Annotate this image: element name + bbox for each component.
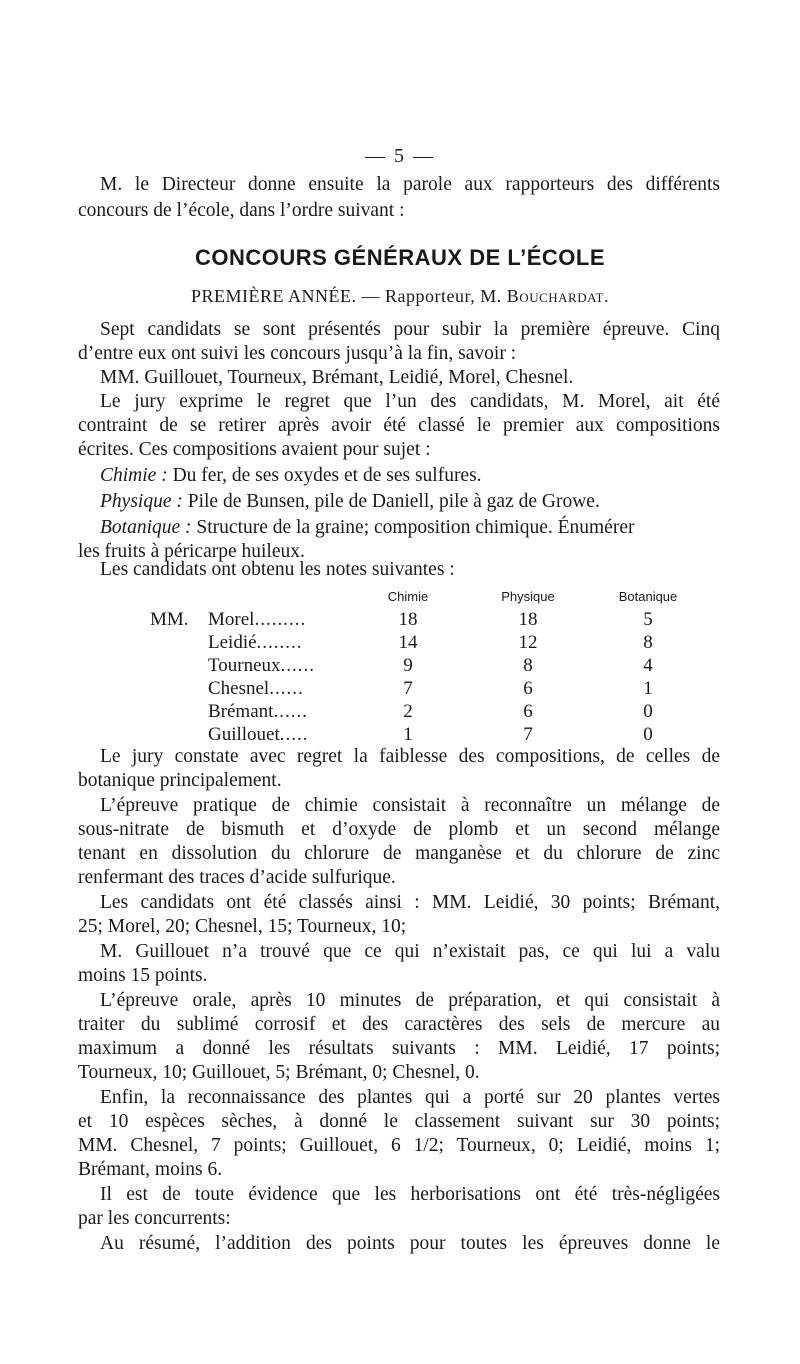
score-physique: 6 [523,678,533,699]
column-header-chimie: Chimie [387,588,429,604]
table-row [150,654,708,677]
table-row [150,677,708,700]
paragraph-line: écrites. Ces compositions avaient pour sujet : [78,439,431,460]
row-prefix: MM. [150,609,189,630]
paragraph-line: tenant en dissolution du chlorure de manganèse et du chlorure de zinc [78,843,720,864]
subject-physique [100,490,720,514]
subject-text: Structure de la graine; composition chimique. Énumérer [191,517,635,538]
paragraph-line: M. Guillouet n’a trouvé que ce qui n’existait pas, ce qui lui a valu [100,941,720,962]
subsection-heading [0,284,800,308]
column-header-botanique: Botanique [618,588,678,604]
paragraph-line: L’épreuve pratique de chimie consistait à reconnaître un mélange de [100,795,720,816]
paragraph-line: Il est de toute évidence que les herborisations ont été très-négligées [100,1184,720,1205]
score-botanique: 0 [643,701,653,722]
grades-table [150,584,708,746]
score-chimie: 14 [398,632,418,653]
heading-separator: — [361,286,381,306]
subject-label: Chimie : [100,465,168,486]
score-chimie: 1 [403,724,413,745]
paragraph-line: Brémant, moins 6. [78,1159,223,1180]
table-intro: Les candidats ont obtenu les notes suivantes : [100,559,455,580]
table-row [150,723,708,746]
score-botanique: 4 [643,655,653,676]
rapporteur-label: Rapporteur, M. [385,286,502,306]
score-physique: 6 [523,701,533,722]
subject-continuation: les fruits à péricarpe huileux. [78,541,305,562]
intro-line-2: concours de l’école, dans l’ordre suivant : [78,200,405,221]
paragraph-line: L’épreuve orale, après 10 minutes de préparation, et qui consistait à [100,990,720,1011]
paragraph-line: et 10 espèces sèches, à donné le classement suivant sur 30 points; [78,1111,720,1132]
score-physique: 18 [518,609,538,630]
table-row [150,631,708,654]
column-header-physique: Physique [501,588,555,604]
paragraph-line: 25; Morel, 20; Chesnel, 15; Tourneux, 10; [78,916,407,937]
candidate-name: Tourneux...... [208,655,316,676]
subject-chimie [100,464,720,488]
candidate-name: Chesnel...... [208,678,304,699]
score-physique: 7 [523,724,533,745]
score-chimie: 9 [403,655,413,676]
paragraph-line: Au résumé, l’addition des points pour toutes les épreuves donne le [100,1233,720,1254]
paragraph-line: d’entre eux ont suivi les concours jusqu’à la fin, savoir : [78,343,517,364]
paragraph-line: moins 15 points. [78,965,208,986]
paragraph-line: Tourneux, 10; Guillouet, 5; Brémant, 0; Chesnel, 0. [78,1062,480,1083]
grades-header-row [150,584,708,608]
paragraph-line: par les concurrents: [78,1208,231,1229]
intro-line-1: M. le Directeur donne ensuite la parole aux rapporteurs des différents [100,174,720,195]
paragraph-line: Les candidats ont été classés ainsi : MM. Leidié, 30 points; Brémant, [100,892,720,913]
score-chimie: 7 [403,678,413,699]
score-physique: 12 [518,632,538,653]
subject-text: Pile de Bunsen, pile de Daniell, pile à gaz de Growe. [182,491,600,512]
score-botanique: 5 [643,609,653,630]
paragraph-line: Le jury exprime le regret que l’un des candidats, M. Morel, ait été [100,391,720,412]
paragraph-line: Le jury constate avec regret la faiblesse des compositions, de celles de [100,746,720,767]
paragraph-line: Enfin, la reconnaissance des plantes qui a porté sur 20 plantes vertes [100,1087,720,1108]
subject-label: Physique : [100,491,183,512]
paragraph-line: Sept candidats se sont présentés pour subir la première épreuve. Cinq [100,319,720,340]
paragraph-line: MM. Guillouet, Tourneux, Brémant, Leidié, Morel, Chesnel. [100,367,574,388]
candidate-name: Leidié........ [208,632,303,653]
candidate-name: Brémant...... [208,701,308,722]
subject-text: Du fer, de ses oxydes et de ses sulfures. [167,465,482,486]
paragraph-line: sous-nitrate de bismuth et d’oxyde de plomb et un second mélange [78,819,720,840]
score-physique: 8 [523,655,533,676]
paragraph-line: botanique principalement. [78,770,282,791]
paragraph-line: MM. Chesnel, 7 points; Guillouet, 6 1/2; Tourneux, 0; Leidié, moins 1; [78,1135,720,1156]
page-number: — 5 — [365,145,435,167]
rapporteur-name: Bouchardat. [506,286,609,306]
section-title: CONCOURS GÉNÉRAUX DE L’ÉCOLE [194,245,606,270]
score-botanique: 1 [643,678,653,699]
paragraph-line: contraint de se retirer après avoir été classé le premier aux compositions [78,415,720,436]
score-chimie: 18 [398,609,418,630]
candidate-name: Guillouet..... [208,724,309,745]
score-botanique: 0 [643,724,653,745]
score-chimie: 2 [403,701,413,722]
paragraph-line: maximum a donné les résultats suivants : MM. Leidié, 17 points; [78,1038,720,1059]
paragraph-line: renfermant des traces d’acide sulfurique. [78,867,396,888]
year-label: PREMIÈRE ANNÉE. [191,286,357,306]
paragraph-line: traiter du sublimé corrosif et des caractères des sels de mercure au [78,1014,720,1035]
subject-botanique [100,516,720,540]
candidate-name: Morel......... [208,609,307,630]
table-row [150,608,708,631]
score-botanique: 8 [643,632,653,653]
subject-label: Botanique : [100,517,192,538]
table-row [150,700,708,723]
